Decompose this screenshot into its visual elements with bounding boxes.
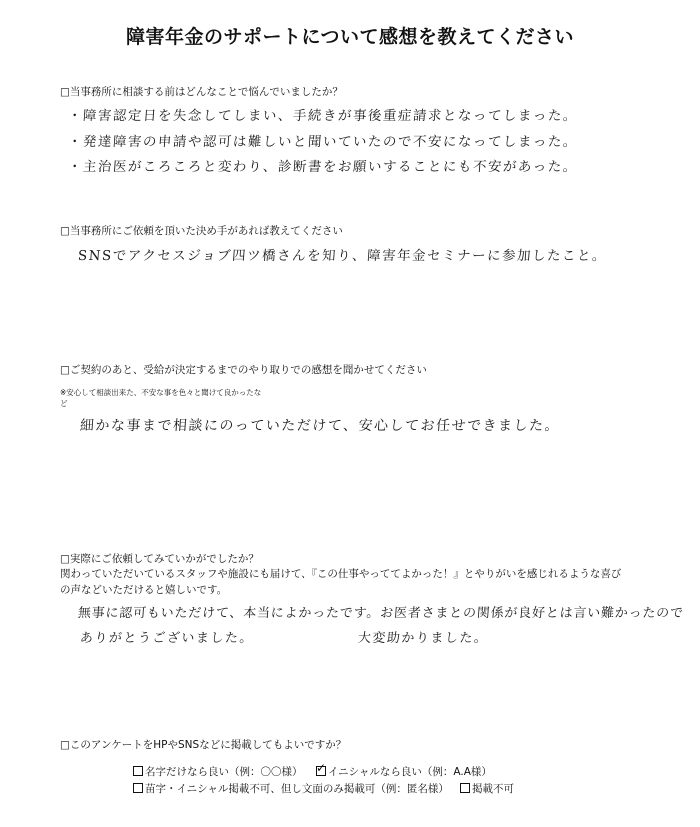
handwritten-answer-worries-2: ・発達障害の申請や認可は難しいと聞いていたので不安になってしまった。 (67, 134, 579, 150)
handwritten-answer-experience-1: 無事に認可もいただけて、本当によかったです。お医者さまとの関係が良好とは言い難かったので (77, 606, 685, 621)
handwritten-answer-experience-2b: 大変助かりました。 (357, 631, 489, 646)
option-label: 掲載不可 (472, 783, 514, 795)
checkbox-icon[interactable] (133, 766, 143, 776)
checkbox-icon[interactable] (133, 783, 143, 793)
handwritten-answer-process: 細かな事まで相談にのっていただけて、安心してお任せできました。 (79, 418, 561, 434)
handwritten-answer-worries-1: ・障害認定日を失念してしまい、手続きが事後重症請求となってしまった。 (67, 108, 579, 124)
question-note-tail: ど (60, 399, 68, 408)
handwritten-answer-deciding-factor: SNSでアクセスジョブ四ツ橋さんを知り、障害年金セミナーに参加したこと。 (77, 248, 608, 264)
option-label: 苗字・イニシャル掲載不可、但し文面のみ掲載可（例：匿名様） (145, 783, 449, 795)
question-note: ※安心して相談出来た、不安な事を色々と聞けて良かったな (60, 388, 262, 397)
question-subtext-2: の声などいただけると嬉しいです。 (60, 584, 228, 596)
option-label: イニシャルなら良い（例：A.A様） (328, 766, 492, 778)
option-label: 名字だけなら良い（例：〇〇様） (145, 766, 303, 778)
handwritten-answer-worries-3: ・主治医がころころと変わり、診断書をお願いすることにも不安があった。 (67, 159, 579, 175)
option-text-only[interactable] (133, 781, 449, 796)
question-worries: □当事務所に相談する前はどんなことで悩んでいましたか？ (60, 86, 343, 98)
option-initials[interactable] (316, 761, 492, 779)
question-publish-permission: □このアンケートをHPやSNSなどに掲載してもよいですか？ (60, 739, 347, 751)
option-no-publish[interactable] (460, 781, 514, 796)
option-surname-only[interactable] (133, 764, 303, 779)
checkbox-icon[interactable] (460, 783, 470, 793)
question-subtext-1: 関わっていただいているスタッフや施設にも届けて、『この仕事やっててよかった！』とやりがいを感じれるような喜び (60, 568, 622, 580)
checkbox-checked-icon[interactable] (316, 761, 327, 776)
question-process-impressions: □ご契約のあと、受給が決定するまでのやり取りでの感想を聞かせてください (60, 364, 427, 376)
question-actual-experience: □実際にご依頼してみていかがでしたか？ (60, 553, 259, 565)
page-title: 障害年金のサポートについて感想を教えてください (125, 26, 575, 48)
handwritten-answer-experience-2a: ありがとうございました。 (79, 631, 255, 646)
question-deciding-factor: □当事務所にご依頼を頂いた決め手があれば教えてください (60, 225, 343, 237)
check-mark-icon: ✓ (316, 761, 327, 775)
